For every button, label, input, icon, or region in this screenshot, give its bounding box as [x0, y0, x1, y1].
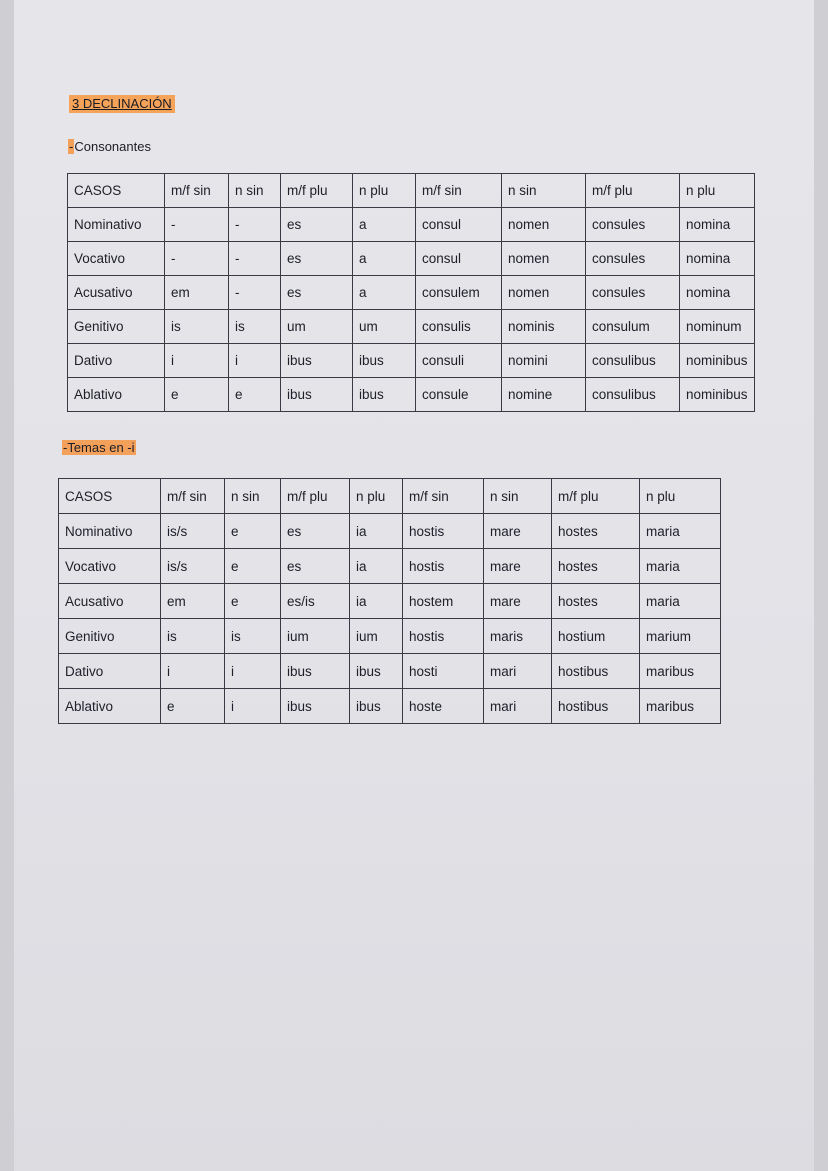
header-cell: m/f sin [161, 479, 225, 514]
table-cell: nominum [680, 310, 755, 344]
table-row [59, 619, 721, 654]
table-cell: is [229, 310, 281, 344]
table-cell: nomen [502, 276, 586, 310]
table-cell: nomina [680, 276, 755, 310]
header-cell: m/f sin [165, 174, 229, 208]
table-cell: em [165, 276, 229, 310]
subtitle-highlight: - [69, 139, 74, 154]
header-cell: n sin [484, 479, 552, 514]
table-row [68, 310, 755, 344]
table-cell: hostes [552, 549, 640, 584]
table-cell: consulem [416, 276, 502, 310]
table-cell: marium [640, 619, 721, 654]
subtitle-text: -Temas en -i [63, 440, 135, 455]
table-cell: em [161, 584, 225, 619]
table-cell: ibus [353, 378, 416, 412]
page-title: 3 DECLINACIÓN [69, 95, 175, 113]
table-cell: ibus [350, 654, 403, 689]
header-cell: m/f plu [281, 479, 350, 514]
table-cell: i [165, 344, 229, 378]
table-row [68, 378, 755, 412]
table-cell: ibus [281, 689, 350, 724]
table-cell: consules [586, 242, 680, 276]
table-cell: e [225, 514, 281, 549]
table-cell: is/s [161, 549, 225, 584]
table-cell: ibus [350, 689, 403, 724]
table-cell: maria [640, 549, 721, 584]
table-cell: maribus [640, 689, 721, 724]
table-cell: maribus [640, 654, 721, 689]
table-cell: consulis [416, 310, 502, 344]
table-cell: hostes [552, 584, 640, 619]
table-cell: consules [586, 208, 680, 242]
table-cell: e [225, 584, 281, 619]
table-cell: um [281, 310, 353, 344]
table-cell: is [225, 619, 281, 654]
table-cell: i [229, 344, 281, 378]
case-name-cell: Acusativo [68, 276, 165, 310]
header-cell: CASOS [68, 174, 165, 208]
table-cell: ia [350, 584, 403, 619]
table-cell: nomina [680, 242, 755, 276]
table-cell: nomini [502, 344, 586, 378]
header-cell: n plu [680, 174, 755, 208]
table-cell: a [353, 276, 416, 310]
header-cell: n sin [502, 174, 586, 208]
table-cell: hostis [403, 619, 484, 654]
table-cell: consul [416, 208, 502, 242]
header-cell: m/f sin [416, 174, 502, 208]
table-cell: hosti [403, 654, 484, 689]
table-cell: hostem [403, 584, 484, 619]
table-cell: i [161, 654, 225, 689]
table-row [59, 654, 721, 689]
table-cell: ium [281, 619, 350, 654]
table-cell: es [281, 276, 353, 310]
table-cell: e [165, 378, 229, 412]
table-cell: maria [640, 514, 721, 549]
table-cell: hoste [403, 689, 484, 724]
case-name-cell: Acusativo [59, 584, 161, 619]
case-name-cell: Genitivo [68, 310, 165, 344]
case-name-cell: Ablativo [59, 689, 161, 724]
table-cell: mare [484, 584, 552, 619]
table-cell: consulibus [586, 344, 680, 378]
case-name-cell: Genitivo [59, 619, 161, 654]
table-cell: es [281, 208, 353, 242]
table-cell: is [161, 619, 225, 654]
table-row [59, 514, 721, 549]
table-cell: nominibus [680, 378, 755, 412]
table-cell: consules [586, 276, 680, 310]
case-name-cell: Nominativo [68, 208, 165, 242]
table-cell: hostibus [552, 689, 640, 724]
table-cell: is [165, 310, 229, 344]
table-cell: consuli [416, 344, 502, 378]
table-cell: nomen [502, 242, 586, 276]
table-cell: i [225, 654, 281, 689]
table-cell: nomine [502, 378, 586, 412]
case-name-cell: Dativo [68, 344, 165, 378]
table-row [68, 208, 755, 242]
table-cell: consulum [586, 310, 680, 344]
table-row [59, 689, 721, 724]
table-row [68, 276, 755, 310]
table-cell: es/is [281, 584, 350, 619]
table-cell: - [229, 242, 281, 276]
table-cell: mari [484, 654, 552, 689]
table-header-row [68, 174, 755, 208]
header-cell: n plu [640, 479, 721, 514]
header-cell: m/f plu [552, 479, 640, 514]
table-cell: nomen [502, 208, 586, 242]
table-cell: e [229, 378, 281, 412]
declension-table-temas-en-i [58, 478, 721, 724]
table-cell: mari [484, 689, 552, 724]
case-name-cell: Vocativo [59, 549, 161, 584]
section-subtitle-temas-en-i [62, 440, 136, 455]
table-cell: hostibus [552, 654, 640, 689]
table-cell: ia [350, 549, 403, 584]
table-cell: mare [484, 514, 552, 549]
table-cell: i [225, 689, 281, 724]
table-cell: es [281, 549, 350, 584]
header-cell: n plu [353, 174, 416, 208]
table-cell: ibus [281, 654, 350, 689]
header-cell: n sin [229, 174, 281, 208]
table-cell: consulibus [586, 378, 680, 412]
table-cell: a [353, 208, 416, 242]
case-name-cell: Ablativo [68, 378, 165, 412]
table-cell: maris [484, 619, 552, 654]
table-cell: - [165, 208, 229, 242]
table-cell: ibus [353, 344, 416, 378]
table-cell: es [281, 242, 353, 276]
table-cell: hostes [552, 514, 640, 549]
case-name-cell: Vocativo [68, 242, 165, 276]
table-cell: consul [416, 242, 502, 276]
table-cell: ibus [281, 344, 353, 378]
table-cell: a [353, 242, 416, 276]
subtitle-text: Consonantes [74, 139, 151, 154]
case-name-cell: Dativo [59, 654, 161, 689]
table-cell: - [229, 208, 281, 242]
table-cell: ia [350, 514, 403, 549]
table-row [68, 344, 755, 378]
table-cell: nominis [502, 310, 586, 344]
table-cell: - [229, 276, 281, 310]
header-cell: n plu [350, 479, 403, 514]
table-cell: e [225, 549, 281, 584]
table-cell: um [353, 310, 416, 344]
section-subtitle-consonantes [68, 139, 151, 154]
table-cell: hostis [403, 514, 484, 549]
table-cell: ibus [281, 378, 353, 412]
header-cell: m/f plu [281, 174, 353, 208]
table-cell: nominibus [680, 344, 755, 378]
table-header-row [59, 479, 721, 514]
header-cell: CASOS [59, 479, 161, 514]
table-cell: maria [640, 584, 721, 619]
table-row [68, 242, 755, 276]
table-cell: hostium [552, 619, 640, 654]
table-cell: mare [484, 549, 552, 584]
table-cell: consule [416, 378, 502, 412]
table-cell: - [165, 242, 229, 276]
table-cell: ium [350, 619, 403, 654]
table-cell: nomina [680, 208, 755, 242]
case-name-cell: Nominativo [59, 514, 161, 549]
declension-table-consonantes [67, 173, 755, 412]
table-cell: es [281, 514, 350, 549]
header-cell: n sin [225, 479, 281, 514]
table-row [59, 549, 721, 584]
table-cell: e [161, 689, 225, 724]
table-cell: is/s [161, 514, 225, 549]
header-cell: m/f sin [403, 479, 484, 514]
header-cell: m/f plu [586, 174, 680, 208]
table-cell: hostis [403, 549, 484, 584]
table-row [59, 584, 721, 619]
